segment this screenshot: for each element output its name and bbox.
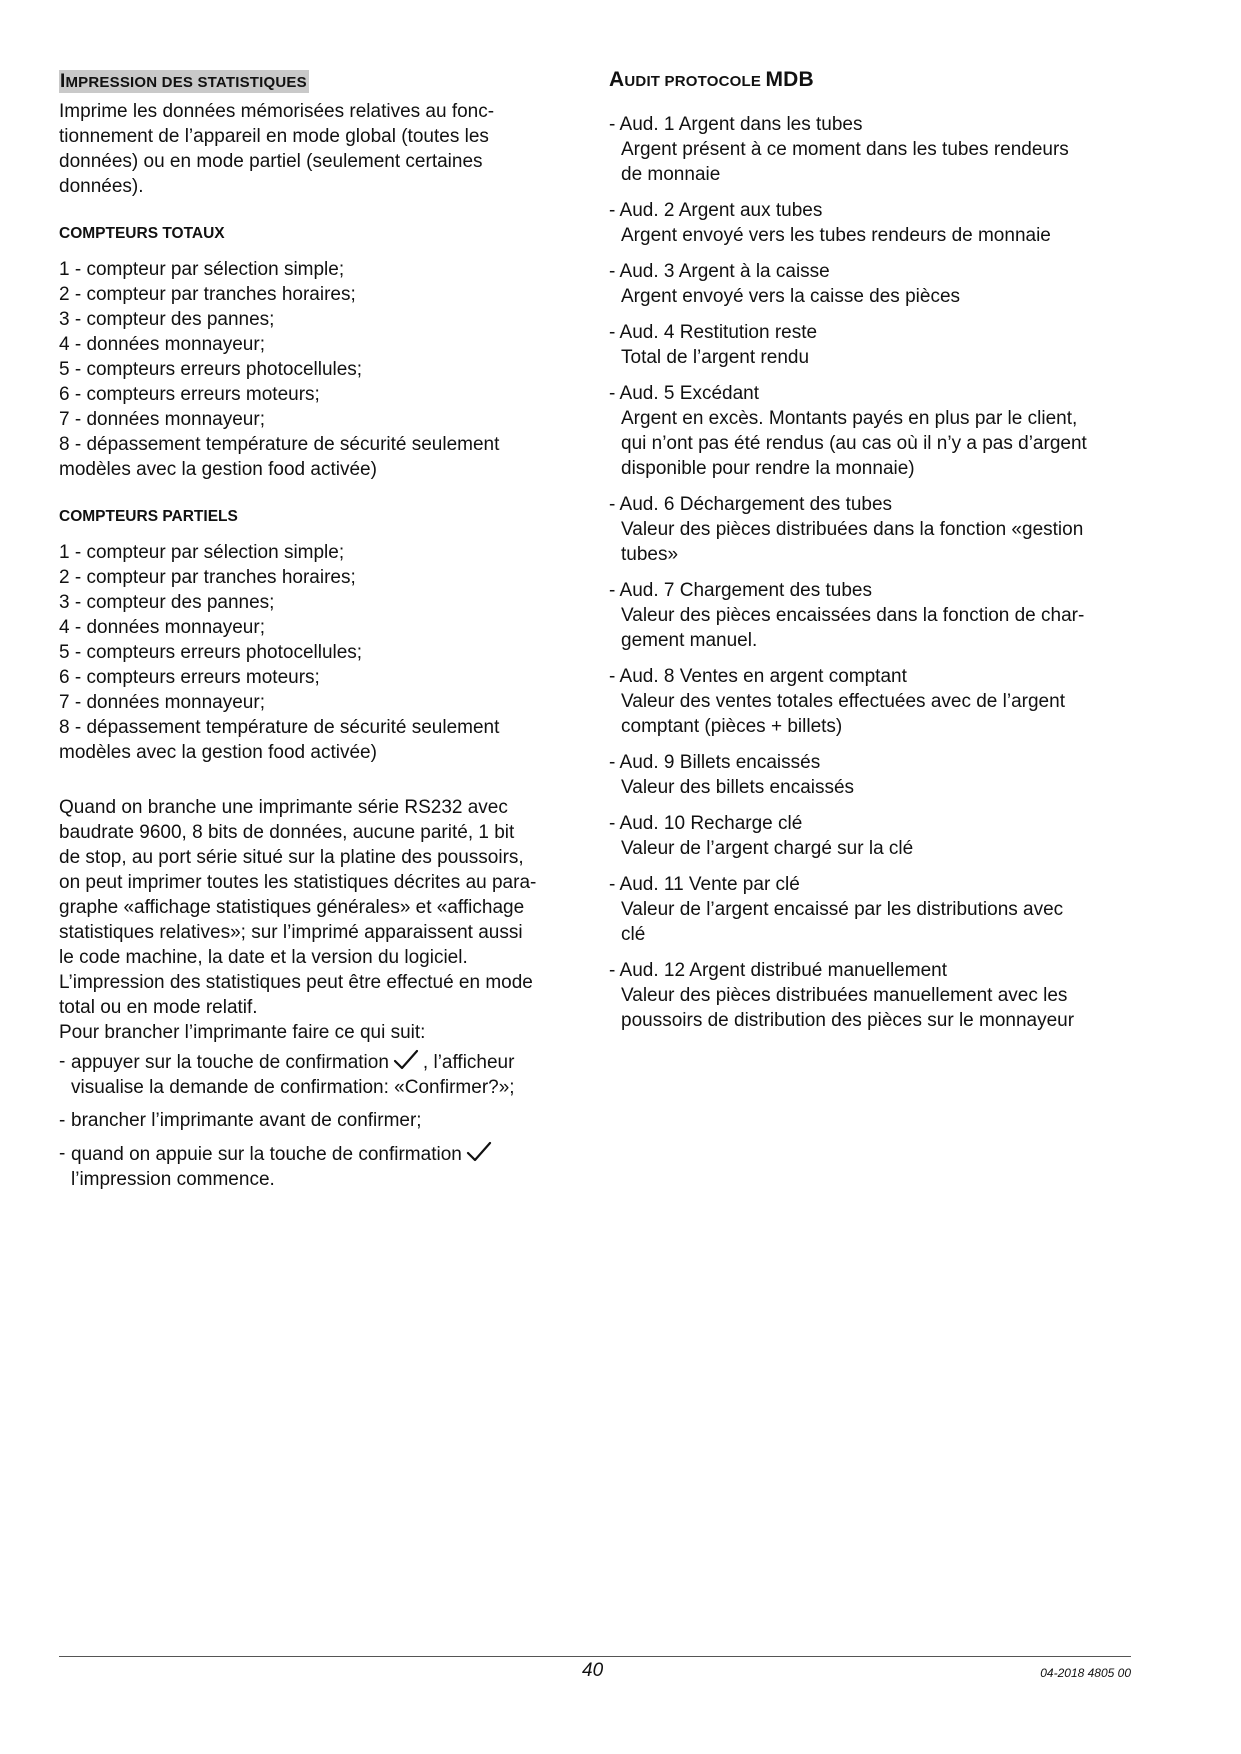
intro-line: tionnement de l’appareil en mode global (toutes les xyxy=(59,126,489,147)
title-initial: I xyxy=(60,71,66,92)
paragraph-line: Quand on branche une imprimante série RS232 avec xyxy=(59,797,508,818)
subheading-compteurs-partiels: COMPTEURS PARTIELS xyxy=(59,508,238,525)
step-text-part: visualise la demande de confirmation: «Confirmer?»; xyxy=(71,1077,515,1098)
step-text-part: , l’afficheur xyxy=(422,1052,515,1073)
paragraph-line: statistiques relatives»; sur l’imprimé apparaissent aussi xyxy=(59,922,523,943)
audit-item xyxy=(609,198,1129,248)
paragraph-line: graphe «affichage statistiques générales» et «affichage xyxy=(59,897,525,918)
intro-line: données). xyxy=(59,176,144,197)
audit-heading: - Aud. 1 Argent dans les tubes xyxy=(609,114,863,135)
step-text xyxy=(71,1049,579,1100)
step-text xyxy=(71,1141,579,1192)
audit-heading: - Aud. 9 Billets encaissés xyxy=(609,752,821,773)
audit-heading: - Aud. 3 Argent à la caisse xyxy=(609,261,830,282)
audit-description-line: Valeur de l’argent encaissé par les distributions avec xyxy=(621,899,1064,920)
section-title-audit xyxy=(609,68,1129,92)
list-item: 5 - compteurs erreurs photocellules; xyxy=(59,359,363,380)
page-number: 40 xyxy=(582,1660,604,1681)
audit-heading: - Aud. 8 Ventes en argent comptant xyxy=(609,666,907,687)
section-title-impression xyxy=(59,70,309,93)
audit-item xyxy=(609,112,1129,187)
audit-item xyxy=(609,578,1129,653)
audit-description-line: Valeur des pièces distribuées manuellement avec les xyxy=(621,985,1068,1006)
audit-description-line: Argent envoyé vers la caisse des pièces xyxy=(621,286,961,307)
step-dash: - xyxy=(59,1143,66,1164)
audit-description-line: clé xyxy=(621,924,646,945)
audit-heading: - Aud. 12 Argent distribué manuellement xyxy=(609,960,947,981)
paragraph-line: total ou en mode relatif. xyxy=(59,997,258,1018)
step-text: brancher l’imprimante avant de confirmer; xyxy=(71,1110,422,1131)
audit-description-line: qui n’ont pas été rendus (au cas où il n’y a pas d’argent xyxy=(621,433,1087,454)
audit-item xyxy=(609,664,1129,739)
step-dash: - xyxy=(59,1110,66,1131)
paragraph-line: Pour brancher l’imprimante faire ce qui suit: xyxy=(59,1022,426,1043)
list-item: modèles avec la gestion food activée) xyxy=(59,459,377,480)
intro-line: données) ou en mode partiel (seulement certaines xyxy=(59,151,483,172)
audit-item xyxy=(609,811,1129,861)
paragraph-line: L’impression des statistiques peut être effectué en mode xyxy=(59,972,533,993)
title-rest: MPRESSION DES STATISTIQUES xyxy=(65,74,307,91)
audit-description-line: tubes» xyxy=(621,544,679,565)
step-connect xyxy=(59,1108,579,1133)
printer-paragraph xyxy=(59,795,579,1045)
audit-heading: - Aud. 6 Déchargement des tubes xyxy=(609,494,893,515)
intro-paragraph xyxy=(59,99,579,199)
list-item: 6 - compteurs erreurs moteurs; xyxy=(59,384,320,405)
list-item: 7 - données monnayeur; xyxy=(59,692,265,713)
list-item: 4 - données monnayeur; xyxy=(59,334,265,355)
step-text-part: quand on appuie sur la touche de confirmation xyxy=(71,1144,462,1165)
audit-item xyxy=(609,320,1129,370)
audit-item xyxy=(609,492,1129,567)
list-item: modèles avec la gestion food activée) xyxy=(59,742,377,763)
audit-description-line: Valeur des pièces distribuées dans la fonction «gestion xyxy=(621,519,1084,540)
left-column xyxy=(59,70,579,1192)
title-rest: UDIT PROTOCOLE xyxy=(624,73,762,90)
audit-description-line: Valeur des billets encaissés xyxy=(621,777,855,798)
list-item: 5 - compteurs erreurs photocellules; xyxy=(59,642,363,663)
audit-description-line: de monnaie xyxy=(621,164,721,185)
step-print xyxy=(59,1141,579,1192)
list-item: 3 - compteur des pannes; xyxy=(59,309,275,330)
list-compteurs-partiels xyxy=(59,540,579,765)
checkmark-icon xyxy=(466,1141,492,1163)
audit-heading: - Aud. 11 Vente par clé xyxy=(609,874,800,895)
audit-heading: - Aud. 5 Excédant xyxy=(609,383,759,404)
audit-item xyxy=(609,259,1129,309)
audit-description-line: poussoirs de distribution des pièces sur le monnayeur xyxy=(621,1010,1075,1031)
audit-list xyxy=(609,112,1129,1033)
intro-line: Imprime les données mémorisées relatives au fonc- xyxy=(59,101,495,122)
list-item: 3 - compteur des pannes; xyxy=(59,592,275,613)
step-text-part: appuyer sur la touche de confirmation xyxy=(71,1052,389,1073)
audit-item xyxy=(609,872,1129,947)
list-compteurs-totaux xyxy=(59,257,579,482)
paragraph-line: le code machine, la date et la version du logiciel. xyxy=(59,947,468,968)
audit-description-line: Total de l’argent rendu xyxy=(621,347,810,368)
subheading-compteurs-totaux: COMPTEURS TOTAUX xyxy=(59,225,225,242)
audit-heading: - Aud. 4 Restitution reste xyxy=(609,322,818,343)
audit-description-line: Argent présent à ce moment dans les tubes rendeurs xyxy=(621,139,1069,160)
list-item: 2 - compteur par tranches horaires; xyxy=(59,567,356,588)
title-tail: MDB xyxy=(765,68,814,91)
footer-divider xyxy=(59,1656,1131,1657)
paragraph-line: de stop, au port série situé sur la platine des poussoirs, xyxy=(59,847,524,868)
audit-item xyxy=(609,381,1129,481)
audit-description-line: Valeur des pièces encaissées dans la fonction de char- xyxy=(621,605,1085,626)
audit-description-line: Valeur des ventes totales effectuées avec de l’argent xyxy=(621,691,1065,712)
step-dash: - xyxy=(59,1051,66,1072)
list-item: 8 - dépassement température de sécurité seulement xyxy=(59,434,500,455)
checkmark-icon xyxy=(393,1049,419,1071)
audit-item xyxy=(609,958,1129,1033)
list-item: 1 - compteur par sélection simple; xyxy=(59,259,345,280)
audit-description-line: Argent en excès. Montants payés en plus par le client, xyxy=(621,408,1078,429)
audit-description-line: Valeur de l’argent chargé sur la clé xyxy=(621,838,914,859)
audit-description-line: Argent envoyé vers les tubes rendeurs de monnaie xyxy=(621,225,1051,246)
audit-description-line: comptant (pièces + billets) xyxy=(621,716,843,737)
list-item: 1 - compteur par sélection simple; xyxy=(59,542,345,563)
list-item: 8 - dépassement température de sécurité seulement xyxy=(59,717,500,738)
list-item: 7 - données monnayeur; xyxy=(59,409,265,430)
step-confirm xyxy=(59,1049,579,1100)
audit-description-line: gement manuel. xyxy=(621,630,758,651)
step-text-part: l’impression commence. xyxy=(71,1169,275,1190)
audit-heading: - Aud. 2 Argent aux tubes xyxy=(609,200,823,221)
audit-item xyxy=(609,750,1129,800)
list-item: 4 - données monnayeur; xyxy=(59,617,265,638)
audit-description-line: disponible pour rendre la monnaie) xyxy=(621,458,915,479)
right-column xyxy=(609,68,1129,1044)
audit-heading: - Aud. 10 Recharge clé xyxy=(609,813,803,834)
document-code: 04-2018 4805 00 xyxy=(1040,1666,1131,1680)
paragraph-line: on peut imprimer toutes les statistiques décrites au para- xyxy=(59,872,537,893)
list-item: 2 - compteur par tranches horaires; xyxy=(59,284,356,305)
title-initial: A xyxy=(609,68,625,91)
paragraph-line: baudrate 9600, 8 bits de données, aucune parité, 1 bit xyxy=(59,822,515,843)
audit-heading: - Aud. 7 Chargement des tubes xyxy=(609,580,872,601)
list-item: 6 - compteurs erreurs moteurs; xyxy=(59,667,320,688)
